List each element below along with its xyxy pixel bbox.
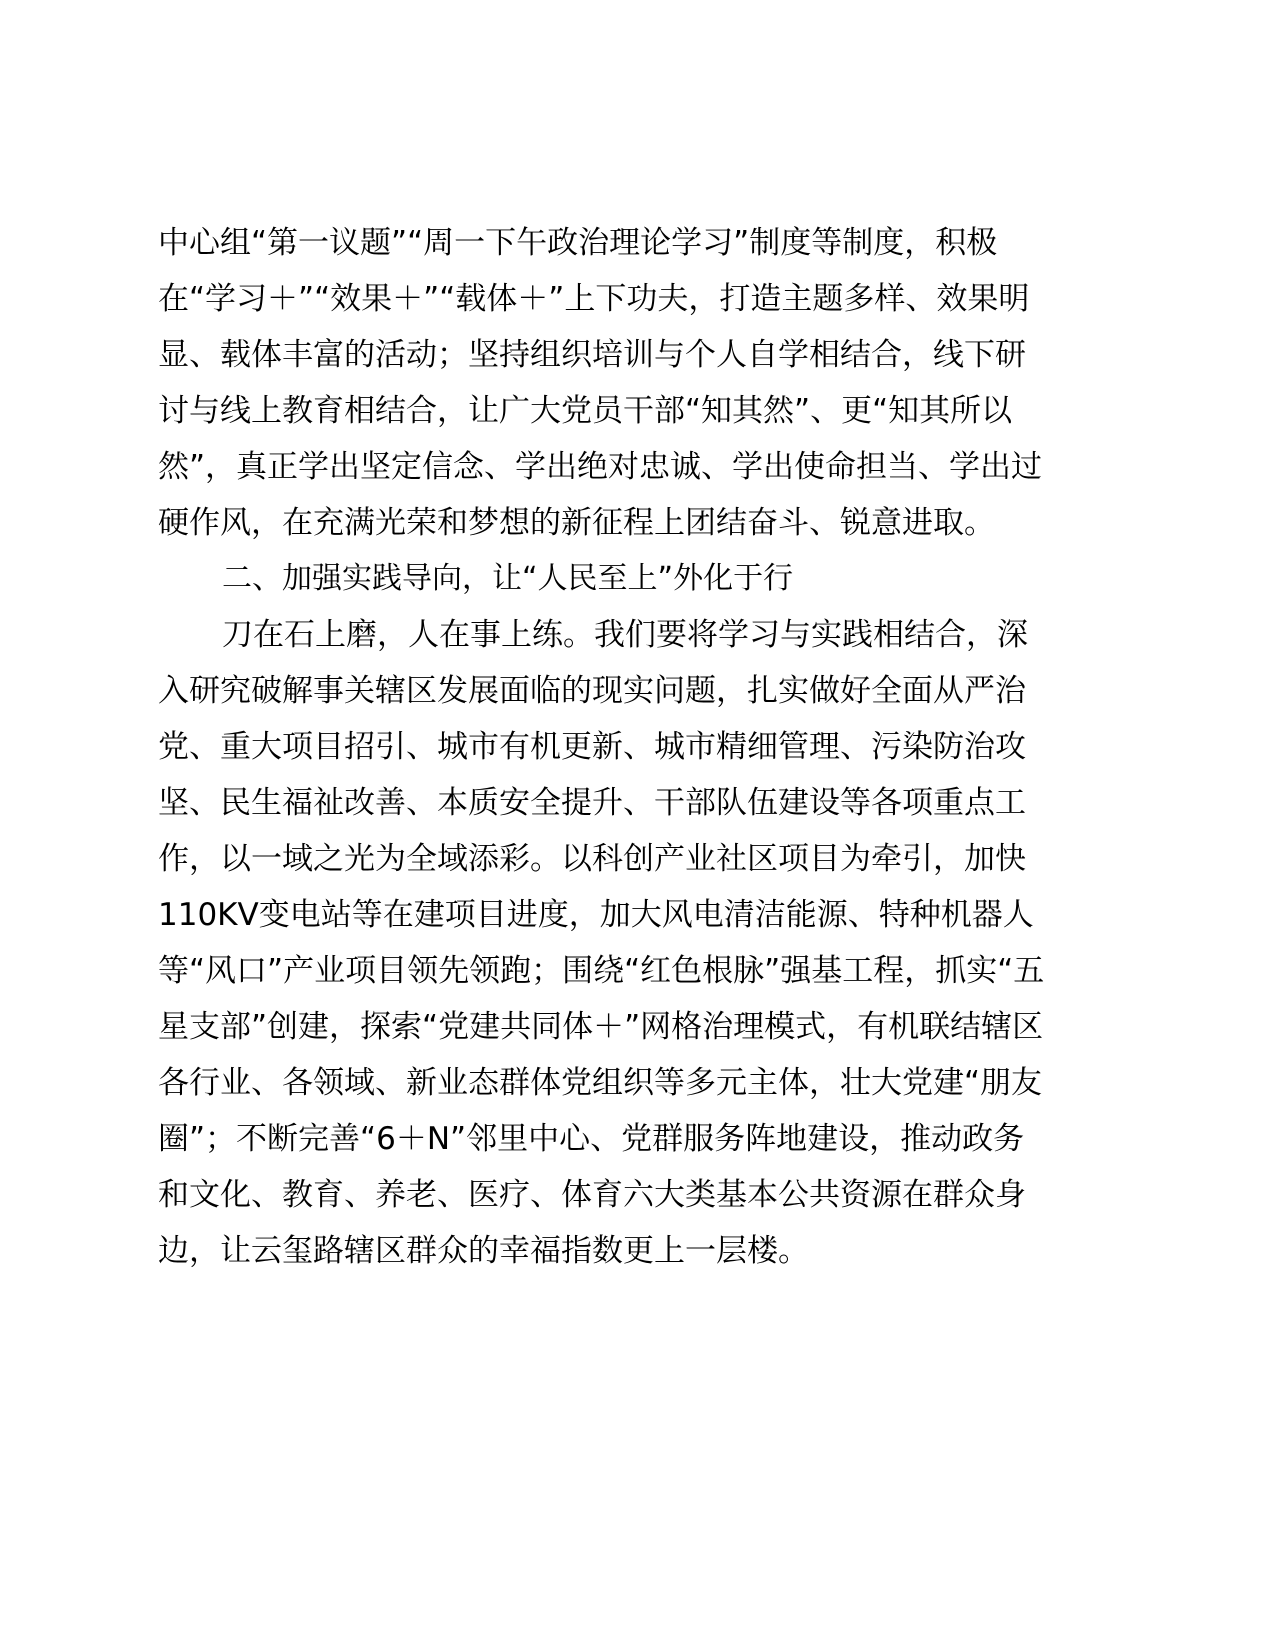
paragraph-line: 中心组“第一议题”“周一下午政治理论学习”制度等制度，积极 [158,225,998,261]
document-body [158,215,1118,1279]
paragraph-line: 110KV变电站等在建项目进度，加大风电清洁能源、特种机器人 [158,897,1034,933]
paragraph-line: 和文化、教育、养老、医疗、体育六大类基本公共资源在群众身 [158,1177,1026,1213]
paragraph-line: 在“学习＋”“效果＋”“载体＋”上下功夫，打造主题多样、效果明 [158,281,1030,317]
paragraph-line: 作，以一域之光为全域添彩。以科创产业社区项目为牵引，加快 [158,841,1026,877]
paragraph-line: 各行业、各领域、新业态群体党组织等多元主体，壮大党建“朋友 [158,1065,1043,1101]
paragraph-line: 等“风口”产业项目领先领跑；围绕“红色根脉”强基工程，抓实“五 [158,953,1045,989]
paragraph-line: 显、载体丰富的活动；坚持组织培训与个人自学相结合，线下研 [158,337,1026,373]
section-heading: 二、加强实践导向，让“人民至上”外化于行 [222,561,794,596]
paragraph-line: 入研究破解事关辖区发展面临的现实问题，扎实做好全面从严治 [158,673,1026,709]
paragraph-line: 党、重大项目招引、城市有机更新、城市精细管理、污染防治攻 [158,729,1026,765]
paragraph-line: 讨与线上教育相结合，让广大党员干部“知其然”、更“知其所以 [158,393,1013,429]
paragraph-line: 然”，真正学出坚定信念、学出绝对忠诚、学出使命担当、学出过 [158,449,1043,485]
paragraph-line: 边，让云玺路辖区群众的幸福指数更上一层楼。 [158,1233,809,1269]
paragraph-line: 坚、民生福祉改善、本质安全提升、干部队伍建设等各项重点工 [158,785,1026,821]
paragraph-line: 圈”；不断完善“6＋N”邻里中心、党群服务阵地建设，推动政务 [158,1121,1025,1157]
paragraph-line: 刀在石上磨，人在事上练。我们要将学习与实践相结合，深 [222,617,1028,653]
paragraph-line: 星支部”创建，探索“党建共同体＋”网格治理模式，有机联结辖区 [158,1009,1044,1045]
paragraph-line: 硬作风，在充满光荣和梦想的新征程上团结奋斗、锐意进取。 [158,505,995,541]
